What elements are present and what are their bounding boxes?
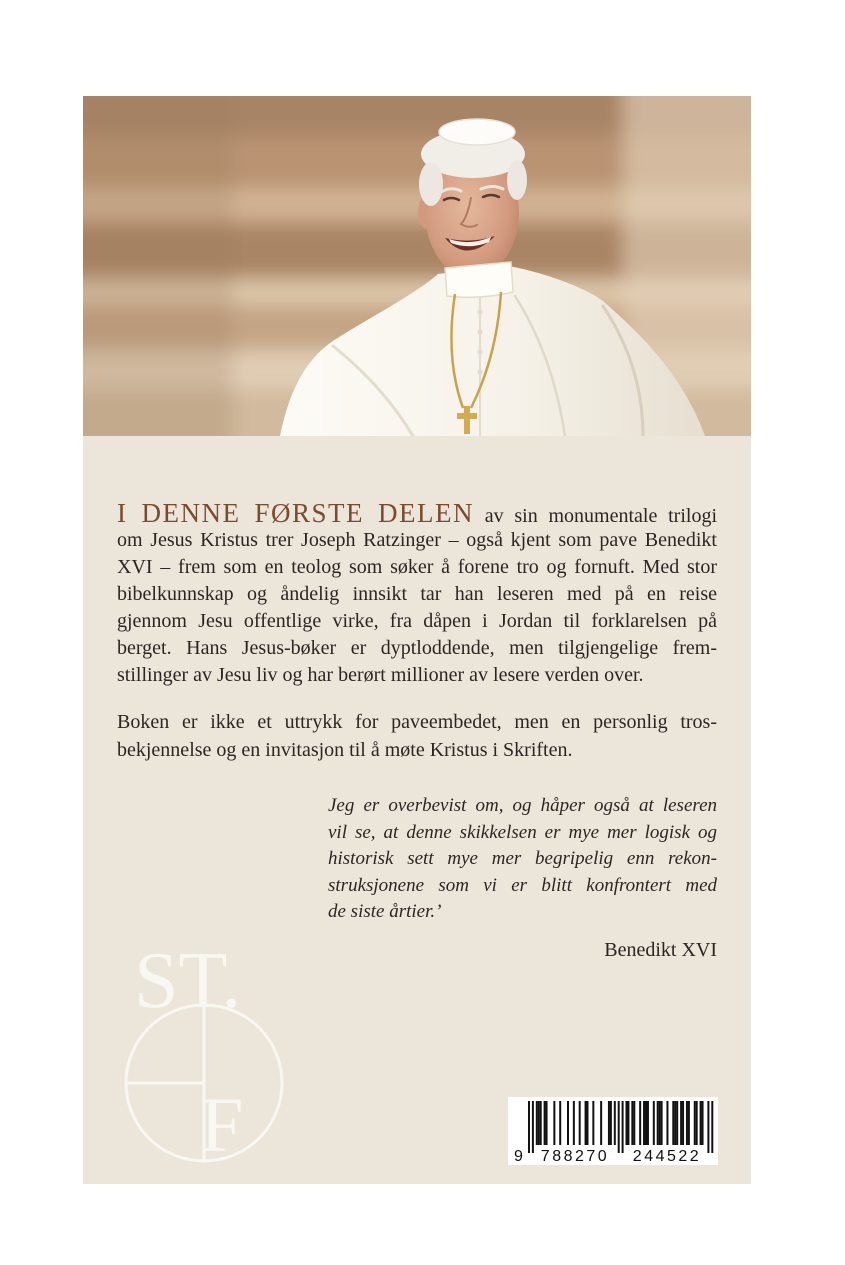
- barcode-bar: [627, 1101, 629, 1145]
- intro-line: om Jesus Kristus trer Joseph Ratzinger – også kjent som pave Benedikt: [117, 529, 717, 551]
- barcode-bar: [666, 1101, 668, 1145]
- barcode-guard-bar: [618, 1101, 620, 1153]
- barcode-bar: [614, 1101, 616, 1145]
- logo-letters: ST.: [134, 937, 242, 1025]
- barcode-bar: [700, 1101, 702, 1145]
- barcode-bar: [631, 1101, 633, 1145]
- intro-line: bibelkunnskap og åndelig innsikt tar han leseren med på en reise: [117, 583, 717, 605]
- barcode-bar: [538, 1101, 540, 1145]
- barcode-bar: [643, 1101, 645, 1145]
- barcode-lead-digit: 9: [514, 1148, 523, 1165]
- barcode-graphic: [508, 1097, 718, 1165]
- barcode-bar: [639, 1101, 641, 1145]
- barcode-bar: [626, 1101, 628, 1145]
- back-cover: [83, 96, 751, 1184]
- quote-line: struksjonene som vi er blitt konfrontert med: [328, 874, 717, 896]
- barcode-bar: [645, 1101, 647, 1145]
- barcode-bar: [600, 1101, 602, 1145]
- barcode-bar: [688, 1101, 690, 1145]
- figure-collar: [445, 262, 513, 297]
- barcode-bar: [608, 1101, 610, 1145]
- publisher-logo: [110, 935, 300, 1167]
- intro-first-line-text: av sin monumentale trilogi: [484, 505, 717, 527]
- second-paragraph-line: bekjennelse og en invitasjon til å møte Kristus i Skriften.: [117, 739, 573, 761]
- barcode-bars: [528, 1101, 713, 1153]
- barcode-guard-bar: [528, 1101, 530, 1153]
- barcode-bar: [702, 1101, 704, 1145]
- barcode-bar: [653, 1101, 655, 1145]
- barcode-bar: [610, 1101, 612, 1145]
- quote-line: historisk sett mye mer begripelig enn rekon-: [328, 848, 717, 869]
- barcode-right-digits: 244522: [632, 1148, 702, 1165]
- barcode-bar: [661, 1101, 663, 1145]
- intro-line: berget. Hans Jesus-bøker er dyptloddende, men tilgjengelige frem-: [117, 637, 717, 659]
- barcode-bar: [573, 1101, 575, 1145]
- barcode-left-digits: 788270: [540, 1148, 610, 1165]
- barcode-bar: [592, 1101, 594, 1145]
- logo-letter-f: F: [200, 1081, 244, 1167]
- barcode-bar: [676, 1101, 678, 1145]
- barcode-bar: [674, 1101, 676, 1145]
- intro-line: gjennom Jesu offentlige virke, fra dåpen i Jordan til forklarelsen på: [117, 610, 717, 632]
- quote: [328, 793, 717, 926]
- barcode-bar: [553, 1101, 555, 1145]
- barcode-bar: [559, 1101, 561, 1145]
- intro-line: [117, 500, 717, 527]
- barcode-bar: [686, 1101, 688, 1145]
- barcode-bar: [540, 1101, 542, 1145]
- quote-attribution: Benedikt XVI: [604, 939, 717, 961]
- barcode-guard-bar: [707, 1101, 709, 1153]
- barcode-bar: [657, 1101, 659, 1145]
- barcode-bar: [694, 1101, 696, 1145]
- barcode-bar: [585, 1101, 587, 1145]
- barcode-bar: [696, 1101, 698, 1145]
- second-paragraph: [117, 708, 717, 764]
- barcode-bar: [536, 1101, 538, 1145]
- barcode-guard-bar: [711, 1101, 713, 1153]
- intro-line: XVI – frem som en teolog som søker å forene tro og fornuft. Med stor: [117, 556, 717, 578]
- barcode-bar: [544, 1101, 546, 1145]
- barcode-bar: [680, 1101, 682, 1145]
- barcode-bar: [659, 1101, 661, 1145]
- barcode-guard-bar: [532, 1101, 534, 1153]
- barcode-bar: [546, 1101, 548, 1145]
- barcode-bar: [682, 1101, 684, 1145]
- quote-line: vil se, at denne skikkelsen er mye mer logisk og: [328, 821, 717, 843]
- intro-line: stillinger av Jesu liv og har berørt millioner av lesere verden over.: [117, 664, 644, 686]
- intro-paragraph: [117, 500, 717, 689]
- barcode-bar: [647, 1101, 649, 1145]
- figure-skullcap: [439, 119, 515, 145]
- intro-lead: I DENNE FØRSTE DELEN: [117, 498, 474, 528]
- barcode-bar: [672, 1101, 674, 1145]
- barcode-bar: [567, 1101, 569, 1145]
- second-paragraph-line: Boken er ikke et uttrykk for paveembedet, men en personlig tros-: [117, 711, 717, 733]
- quote-line: Jeg er overbevist om, og håper også at leseren: [328, 795, 717, 816]
- barcode-bar: [587, 1101, 589, 1145]
- quote-line: de siste årtier.’: [328, 901, 442, 922]
- cover-photo: [83, 96, 751, 436]
- barcode: [508, 1097, 718, 1165]
- barcode-guard-bar: [622, 1101, 624, 1153]
- barcode-bar: [633, 1101, 635, 1145]
- barcode-bar: [579, 1101, 581, 1145]
